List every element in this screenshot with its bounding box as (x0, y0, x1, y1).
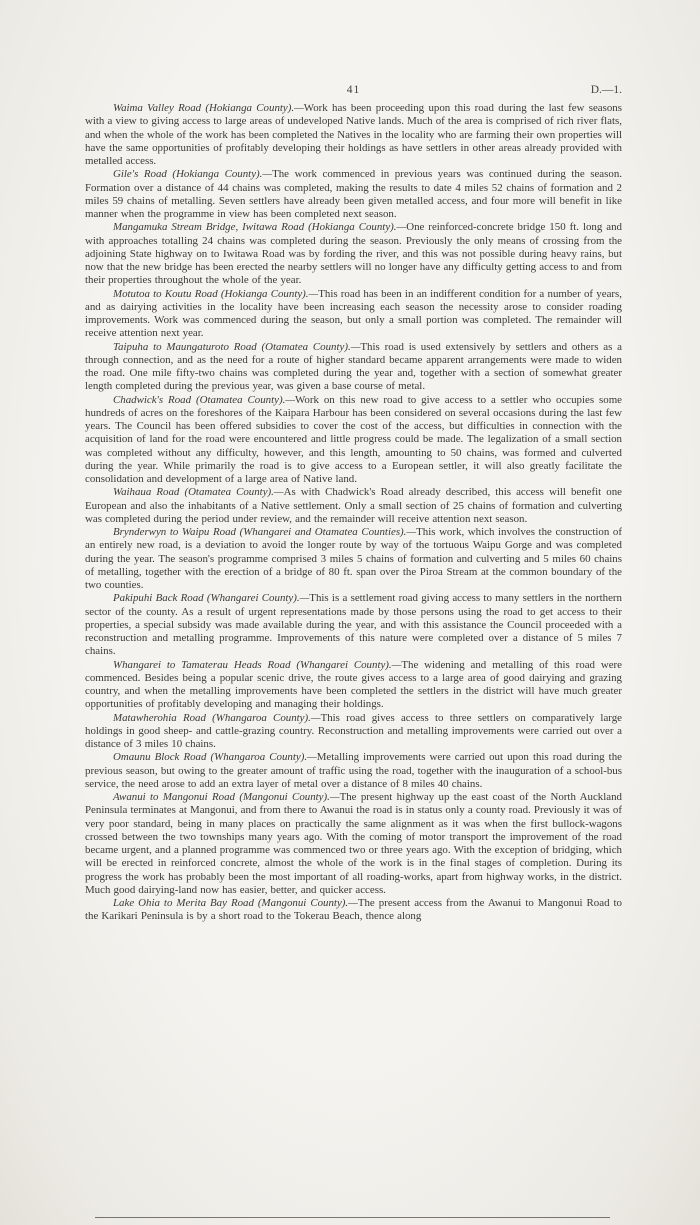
paragraph-body: Work has been proceeding upon this road during the last few seasons with a view to giving access to large areas of undeveloped Native lands. Much of the area is comprised of rich river flats, and when the whole of the work has been completed the Natives in the locality who are farming their own properties will have the same opportunities of profitably developing their holdings as have settlers in other areas already provided with metalled access. (85, 102, 622, 167)
paragraph-body: This road gives access to three settlers on comparatively large holdings in good sheep- and cattle-grazing country. Reconstruction and metalling improvements were carried out over a distance of 3 miles 10 chains. (85, 711, 622, 750)
paragraph-body: One reinforced-concrete bridge 150 ft. long and with approaches totalling 24 chains was completed during the season. Previously the only means of crossing from the adjoining State highway on to Iwitawa Road was by fording the river, and this was not possible during heavy rains, but now that the new bridge has been erected the nearby settlers will no longer have any difficulty getting access to and from their properties throughout the whole of the year. (85, 221, 622, 287)
paragraph (85, 897, 622, 924)
paragraph-body: This is a settlement road giving access to many settlers in the northern sector of the county. As a result of urgent representations made by those persons using the road to get access to their properties, a special subsidy was made available during the year, and with this assistance the Council proceeded with a reconstruction and metalling programme. Improvements of this nature were completed over a distance of 5 miles 7 chains. (85, 592, 622, 658)
paragraph-lead: Pakipuhi Back Road (Whangarei County).— (113, 592, 310, 605)
page-header (85, 84, 622, 99)
paragraph-lead: Whangarei to Tamaterau Heads Road (Whangarei County).— (113, 658, 402, 671)
paragraph-lead: Mangamuka Stream Bridge, Iwitawa Road (Hokianga County).— (113, 221, 407, 234)
page-bottom-rule (95, 1217, 610, 1218)
paragraph (85, 751, 622, 791)
paragraph-lead: Gile's Road (Hokianga County).— (113, 168, 273, 181)
paragraph-body: This road is used extensively by settlers and others as a through connection, and as the need for a route of higher standard became apparent arrangements were made to widen the road. One mile fifty-two chains was completed during the year and, together with a section of somewhat greater length completed during the previous year, was given a base course of metal. (85, 340, 622, 393)
paragraph-lead: Omaunu Block Road (Whangaroa County).— (113, 751, 317, 764)
paragraph-lead: Brynderwyn to Waipu Road (Whangarei and Otamatea Counties).— (113, 526, 417, 538)
paragraph (85, 791, 622, 897)
paragraph (85, 288, 622, 341)
paragraph-body: The present access from the Awanui to Mangonui Road to the Karikari Peninsula is by a short road to the Tokerau Beach, thence along (85, 897, 622, 923)
document-reference: D.—1. (590, 84, 622, 96)
paragraph-body: The present highway up the east coast of the North Auckland Peninsula terminates at Mangonui, and from there to Awanui the road is in status only a county road. Previously it was of very poor standard, being in many places on practically the same alignment as it was when the first bullock-wagons crossed between the two townships many years ago. With the coming of motor transport the improvement of the road became urgent, and a planned programme was commenced two or three years ago. With the exception of bridging, which will be erected in reinforced concrete, almost the whole of the work is in the final stages of completion. During its progress the work has probably been the most important of all roading-works, apart from highway works, in the district. Much good dairying-land now has easier, better, and quicker access. (85, 791, 622, 896)
paragraph (85, 168, 622, 221)
paragraph (85, 592, 622, 658)
paragraph-body: Work on this new road to give access to a settler who occupies some hundreds of acres on the foreshores of the Kaipara Harbour has been considered on several occasions during the last few years. The Council has been offered subsidies to cover the cost of the access, but difficulties in connection with the acquisition of land for the road were encountered and little progress could be made. The legalization of a small section was completed without any difficulty, however, and this length, amounting to 50 chains, was formed and culverted during the year. While primarily the road is to give access to a European settler, it will also greatly facilitate the consolidation and development of a large area of Native land. (85, 393, 622, 485)
paragraph-body: Metalling improvements were carried out upon this road during the previous season, but owing to the greater amount of traffic using the road, together with the inauguration of a school-bus service, the need arose to add an extra layer of metal over a distance of 8 miles 40 chains. (85, 751, 622, 790)
paragraph-lead: Motutoa to Koutu Road (Hokianga County).— (113, 287, 319, 300)
paragraph-lead: Waihaua Road (Otamatea County).— (113, 486, 284, 499)
paragraph (85, 526, 622, 592)
paragraph-lead: Waima Valley Road (Hokianga County).— (113, 102, 304, 114)
paragraph-body: The work commenced in previous years was continued during the season. Formation over a distance of 44 chains was completed, making the results to date 4 miles 52 chains of formation and 2 miles 59 chains of metalling. Seven settlers have already been given metalled access, and four more will benefit in like manner when the programme in view has been completed next season. (85, 168, 622, 220)
paragraph-lead: Matawherohia Road (Whangaroa County).— (113, 711, 321, 724)
page-number: 41 (346, 84, 361, 96)
paragraph (85, 394, 622, 487)
paragraph (85, 102, 622, 168)
paragraph-lead: Chadwick's Road (Otamatea County).— (113, 393, 295, 406)
paragraph-body: The widening and metalling of this road were commenced. Besides being a popular scenic drive, the route gives access to a large area of good dairying and grazing country, and when the metalling improvements have been completed the settlers in the district will have much greater opportunities of profitably developing and managing their holdings. (85, 658, 622, 711)
paragraph (85, 712, 622, 752)
paragraph (85, 659, 622, 712)
paragraph-body: This road has been in an indifferent condition for a number of years, and as dairying activities in the locality have been increasing each season the necessity arose to consider roading improvements. Work was commenced during the season, but only a small portion was completed. The remainder will receive attention next year. (85, 287, 622, 340)
paragraph-body: This work, which involves the construction of an entirely new road, is a deviation to avoid the longer route by way of the tortuous Waipu Gorge and was completed during the year. The season's programme comprised 3 miles 5 chains of formation and culverting and 5 miles 60 chains of metalling, together with the erection of a bridge of 80 ft. span over the Piroa Stream at the common boundary of the two counties. (85, 526, 622, 591)
page-body (85, 102, 622, 924)
paragraph (85, 221, 622, 287)
paragraph-body: As with Chadwick's Road already described, this access will benefit one European and also the inhabitants of a Native settlement. Only a small section of 25 chains of formation and culverting was completed during the period under review, and the remainder will receive attention next season. (85, 486, 622, 525)
paragraph-lead: Taipuha to Maungaturoto Road (Otamatea County).— (113, 340, 361, 353)
paragraph-lead: Lake Ohia to Merita Bay Road (Mangonui County).— (113, 897, 358, 909)
paragraph-lead: Awanui to Mangonui Road (Mangonui County).— (113, 791, 340, 803)
paragraph (85, 486, 622, 526)
paragraph (85, 341, 622, 394)
